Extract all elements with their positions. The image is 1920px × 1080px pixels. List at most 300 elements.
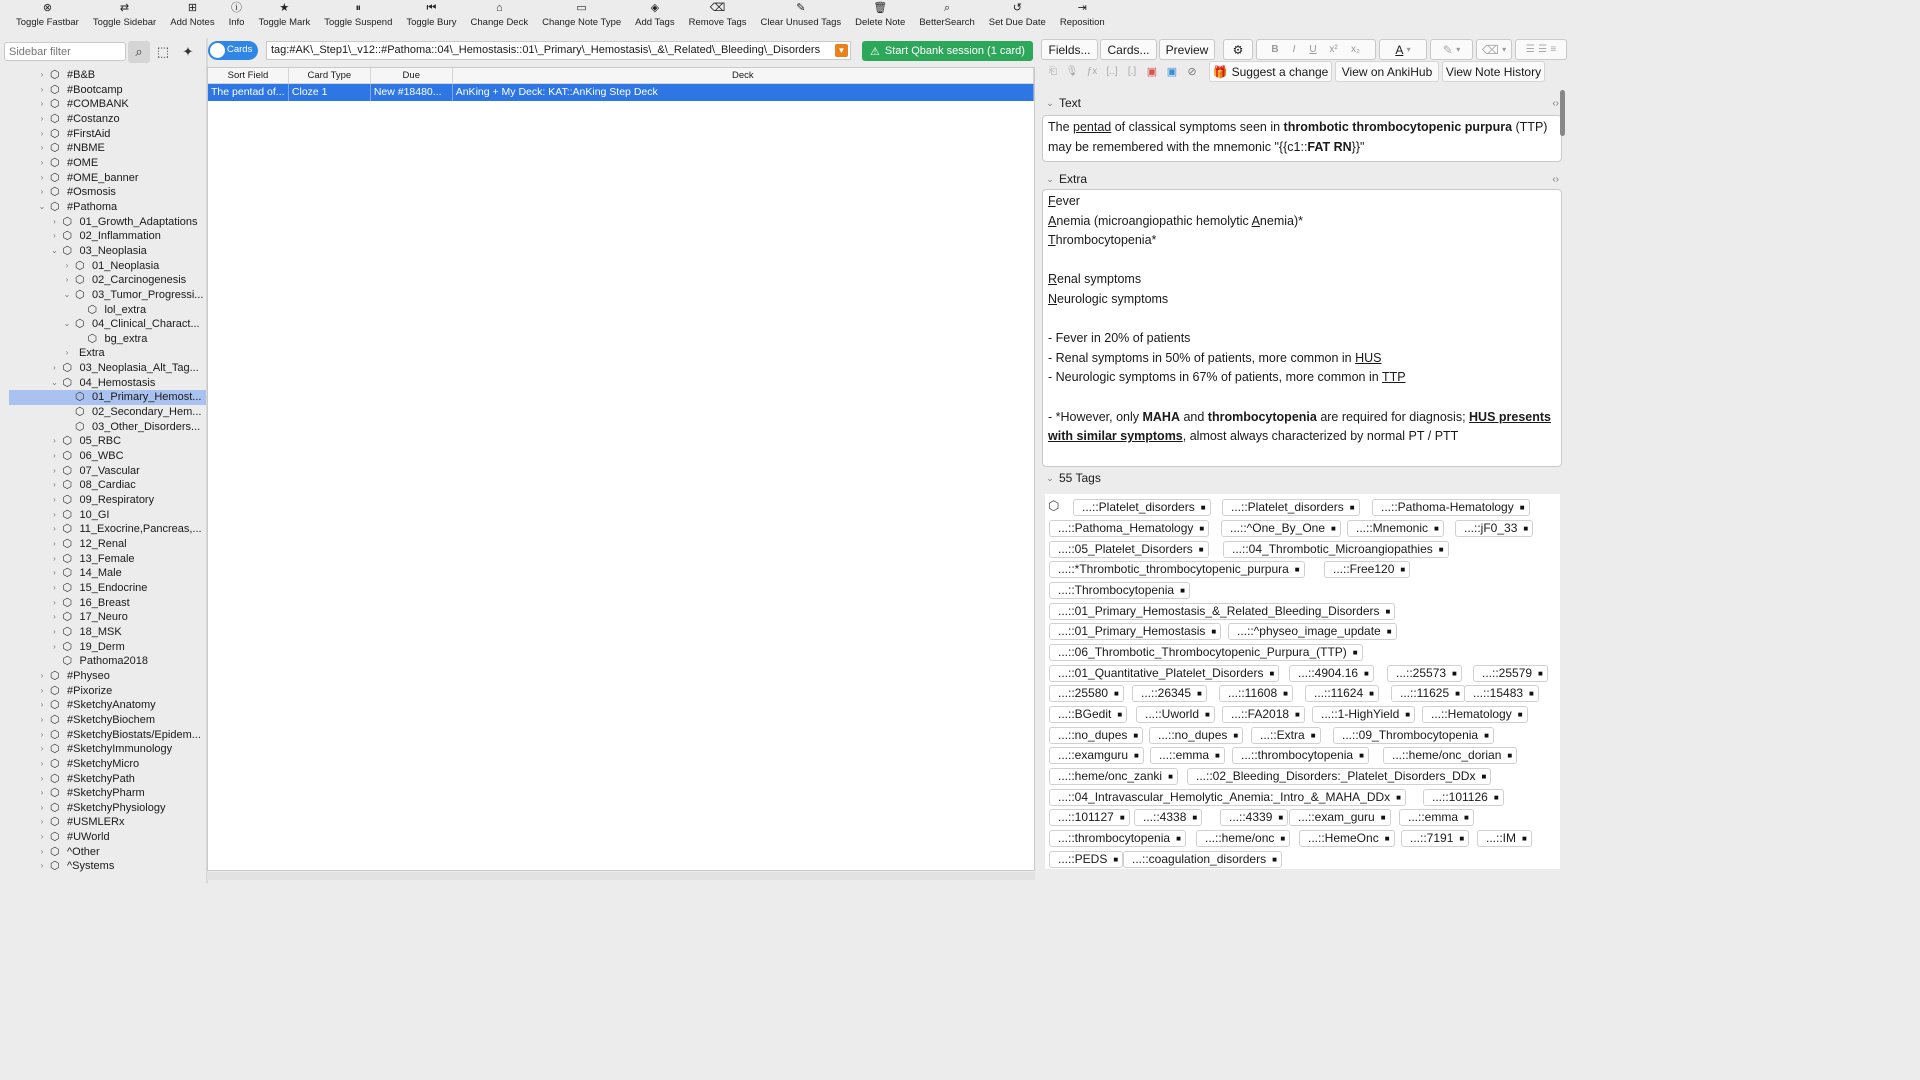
tag-pill[interactable] bbox=[1221, 520, 1341, 537]
chevron-right-icon[interactable]: › bbox=[65, 275, 69, 285]
tag-pill[interactable] bbox=[1196, 830, 1290, 847]
chevron-right-icon[interactable]: › bbox=[40, 758, 44, 768]
tag-pill[interactable] bbox=[1464, 685, 1539, 702]
tag-icon: ⬡ bbox=[62, 244, 73, 257]
chevron-right-icon[interactable]: › bbox=[40, 714, 44, 724]
chevron-right-icon[interactable]: › bbox=[40, 817, 44, 827]
toolbar-button-reposition[interactable] bbox=[1053, 0, 1112, 36]
sidebar-tree-item[interactable] bbox=[0, 786, 206, 801]
chevron-down-icon[interactable]: ▼ bbox=[835, 44, 848, 57]
sidebar-tree-item[interactable] bbox=[0, 464, 206, 479]
sidebar-tree-item[interactable] bbox=[0, 713, 206, 728]
tag-label: ...::1-HighYield bbox=[1321, 707, 1400, 721]
chevron-right-icon[interactable]: › bbox=[40, 729, 44, 739]
sidebar-tree-item[interactable] bbox=[0, 83, 206, 98]
sidebar-tree-item[interactable] bbox=[0, 303, 206, 318]
chevron-right-icon[interactable]: › bbox=[53, 612, 56, 622]
chevron-right-icon[interactable]: › bbox=[40, 773, 44, 783]
tag-pill[interactable] bbox=[1132, 685, 1207, 702]
toolbar-button-info[interactable] bbox=[222, 0, 252, 36]
chevron-right-icon[interactable]: › bbox=[53, 465, 56, 475]
sparkle-icon[interactable]: ✦ bbox=[182, 44, 194, 59]
link-icon[interactable]: ⊘ bbox=[1187, 65, 1197, 78]
tag-pill[interactable] bbox=[1049, 561, 1305, 578]
chevron-down-icon[interactable]: ⌄ bbox=[1046, 472, 1054, 483]
sidebar-tree-item[interactable] bbox=[0, 273, 206, 288]
tag-pill[interactable] bbox=[1049, 665, 1279, 682]
chevron-right-icon[interactable]: › bbox=[40, 113, 44, 123]
extra-field-header[interactable] bbox=[1041, 169, 1568, 189]
delete-tag-icon[interactable]: ■ bbox=[1369, 689, 1374, 698]
delete-tag-icon[interactable]: ■ bbox=[1211, 627, 1217, 636]
toolbar-button-remove-tags[interactable] bbox=[682, 0, 754, 36]
delete-tag-icon[interactable]: ■ bbox=[1464, 813, 1469, 822]
sidebar-tree-item[interactable] bbox=[0, 522, 206, 537]
sidebar-filter-input[interactable] bbox=[4, 42, 126, 61]
delete-tag-icon[interactable]: ■ bbox=[1272, 855, 1277, 864]
tags-header[interactable] bbox=[1041, 468, 1568, 488]
chevron-right-icon[interactable]: › bbox=[53, 582, 56, 592]
search-input[interactable]: tag:#AK\_Step1\_v12::#Pathoma::04\_Hemostasis::01\_Primary\_Hemostasis\_&\_Related\_Bleeding\_Disorders bbox=[266, 41, 851, 60]
tag-pill[interactable] bbox=[1222, 706, 1305, 723]
delete-tag-icon[interactable]: ■ bbox=[1113, 855, 1119, 864]
sidebar-tree-item[interactable] bbox=[0, 112, 206, 127]
delete-tag-icon[interactable]: ■ bbox=[1352, 648, 1358, 657]
column-header[interactable]: Deck bbox=[453, 68, 1034, 83]
tag-pill[interactable] bbox=[1372, 499, 1530, 516]
sign-in-icon: ⇥ bbox=[1077, 2, 1087, 14]
chevron-down-icon[interactable]: ⌄ bbox=[38, 201, 46, 211]
sidebar-tree-item[interactable] bbox=[0, 801, 206, 816]
text-segment: A bbox=[1251, 213, 1260, 228]
tag-pill[interactable] bbox=[1049, 768, 1178, 785]
chevron-right-icon[interactable]: › bbox=[40, 744, 44, 754]
tag-pill[interactable] bbox=[1391, 685, 1465, 702]
tag-pill[interactable] bbox=[1049, 582, 1190, 599]
chevron-right-icon[interactable]: › bbox=[53, 641, 56, 651]
chevron-right-icon[interactable]: › bbox=[53, 436, 56, 446]
chevron-right-icon[interactable]: › bbox=[53, 495, 56, 505]
horizontal-scrollbar[interactable] bbox=[207, 872, 1035, 880]
eraser-icon[interactable]: ⌫ ▾ bbox=[1476, 39, 1512, 60]
chevron-down-icon[interactable]: ⌄ bbox=[1046, 97, 1054, 108]
toolbar-button-set-due-date[interactable] bbox=[982, 0, 1053, 36]
tag-pill[interactable] bbox=[1049, 520, 1209, 537]
cloze-icon[interactable]: [..] bbox=[1106, 65, 1118, 77]
tag-pill[interactable] bbox=[1324, 561, 1410, 578]
text-field-editor[interactable] bbox=[1042, 115, 1562, 162]
tag-pill[interactable] bbox=[1312, 706, 1415, 723]
chevron-down-icon[interactable]: ⌄ bbox=[51, 245, 58, 255]
delete-tag-icon[interactable]: ■ bbox=[1198, 545, 1204, 554]
sidebar-tree-item[interactable] bbox=[0, 478, 206, 493]
delete-tag-icon[interactable]: ■ bbox=[1205, 710, 1210, 719]
delete-tag-icon[interactable]: ■ bbox=[1200, 503, 1206, 512]
bold-icon[interactable]: B bbox=[1271, 44, 1279, 55]
delete-tag-icon[interactable]: ■ bbox=[1438, 545, 1444, 554]
sidebar-tree-item[interactable] bbox=[0, 127, 206, 142]
delete-tag-icon[interactable]: ■ bbox=[1199, 524, 1205, 533]
editor-scrollbar[interactable] bbox=[1560, 90, 1565, 136]
column-header[interactable]: Due bbox=[371, 68, 453, 83]
sidebar-tree-item[interactable] bbox=[0, 185, 206, 200]
delete-tag-icon[interactable]: ■ bbox=[1331, 524, 1336, 533]
delete-tag-icon[interactable]: ■ bbox=[1396, 793, 1401, 802]
tag-pill[interactable] bbox=[1149, 727, 1243, 744]
delete-tag-icon[interactable]: ■ bbox=[1522, 834, 1527, 843]
delete-tag-icon[interactable]: ■ bbox=[1233, 731, 1239, 740]
html-toggle-icon[interactable]: ‹› bbox=[1552, 97, 1559, 109]
sidebar-tree-item[interactable] bbox=[0, 156, 206, 171]
chevron-right-icon[interactable]: › bbox=[53, 231, 56, 241]
tag-pill[interactable] bbox=[1049, 830, 1186, 847]
sidebar-tree-item[interactable] bbox=[0, 815, 206, 830]
tag-pill[interactable] bbox=[1049, 644, 1363, 661]
delete-tag-icon[interactable]: ■ bbox=[1349, 503, 1355, 512]
sidebar-tree-item[interactable] bbox=[0, 288, 206, 303]
attach-icon[interactable]: ⎗ bbox=[1049, 65, 1057, 77]
table-row[interactable] bbox=[208, 84, 1034, 101]
delete-tag-icon[interactable]: ■ bbox=[1176, 834, 1181, 843]
sidebar-tree-item[interactable] bbox=[0, 449, 206, 464]
search-icon[interactable]: ⌕ bbox=[128, 41, 150, 63]
sidebar-tree-label: bg_extra bbox=[104, 332, 148, 345]
sidebar-tree-item[interactable] bbox=[0, 640, 206, 655]
delete-tag-icon[interactable]: ■ bbox=[1280, 834, 1286, 843]
suggest-change-button[interactable] bbox=[1209, 61, 1332, 82]
sidebar-tree-item[interactable] bbox=[0, 346, 206, 361]
chevron-right-icon[interactable]: › bbox=[40, 832, 44, 842]
tag-pill[interactable] bbox=[1150, 747, 1225, 764]
tag-pill[interactable] bbox=[1049, 685, 1124, 702]
toolbar-button-add-tags[interactable] bbox=[628, 0, 681, 36]
preview-button[interactable]: Preview bbox=[1159, 39, 1215, 60]
image-occlusion-icon[interactable]: ▣ bbox=[1146, 65, 1158, 78]
delete-tag-icon[interactable]: ■ bbox=[1117, 710, 1123, 719]
sidebar-tree-item[interactable] bbox=[0, 508, 206, 523]
chevron-right-icon[interactable]: › bbox=[40, 172, 44, 182]
highlight-icon[interactable]: ✎ ▾ bbox=[1430, 39, 1473, 60]
view-on-ankihub-button[interactable]: View on AnkiHub bbox=[1335, 61, 1439, 82]
sidebar-tree-label: 11_Exocrine,Pancreas,... bbox=[79, 523, 202, 536]
sidebar-tree-item[interactable] bbox=[0, 259, 206, 274]
delete-tag-icon[interactable]: ■ bbox=[1434, 524, 1439, 533]
tag-pill[interactable] bbox=[1251, 727, 1321, 744]
delete-tag-icon[interactable]: ■ bbox=[1517, 710, 1523, 719]
delete-tag-icon[interactable]: ■ bbox=[1168, 772, 1173, 781]
delete-tag-icon[interactable]: ■ bbox=[1523, 524, 1529, 533]
tag-pill[interactable] bbox=[1383, 747, 1517, 764]
toolbar-button-toggle-fastbar[interactable] bbox=[9, 0, 86, 36]
delete-tag-icon[interactable]: ■ bbox=[1114, 689, 1119, 698]
tag-pill[interactable] bbox=[1422, 706, 1528, 723]
chevron-down-icon[interactable]: ⌄ bbox=[63, 289, 71, 299]
tag-pill[interactable] bbox=[1187, 768, 1491, 785]
delete-tag-icon[interactable]: ■ bbox=[1384, 834, 1390, 843]
sidebar-tree-item[interactable] bbox=[0, 581, 206, 596]
delete-tag-icon[interactable]: ■ bbox=[1380, 813, 1386, 822]
formula-icon[interactable]: ƒx bbox=[1086, 65, 1098, 77]
tag-pill[interactable] bbox=[1387, 665, 1462, 682]
chevron-right-icon[interactable]: › bbox=[40, 846, 44, 856]
italic-icon[interactable]: I bbox=[1292, 44, 1296, 55]
chevron-right-icon[interactable]: › bbox=[53, 480, 56, 490]
tag-pill[interactable] bbox=[1049, 727, 1143, 744]
sidebar-tree-item[interactable] bbox=[0, 537, 206, 552]
sidebar-tree-item[interactable] bbox=[0, 845, 206, 860]
tag-pill[interactable] bbox=[1299, 830, 1395, 847]
sidebar-tree-item[interactable] bbox=[0, 625, 206, 640]
chevron-right-icon[interactable]: › bbox=[40, 70, 44, 79]
start-qbank-button[interactable] bbox=[862, 41, 1033, 61]
delete-tag-icon[interactable]: ■ bbox=[1278, 813, 1284, 822]
tag-pill[interactable] bbox=[1289, 665, 1374, 682]
sidebar-tree-item[interactable] bbox=[0, 317, 206, 332]
chevron-down-icon[interactable]: ⌄ bbox=[1046, 173, 1054, 184]
tag-pill[interactable] bbox=[1305, 685, 1379, 702]
sidebar-tree-item[interactable] bbox=[0, 434, 206, 449]
tag-pill[interactable] bbox=[1134, 809, 1202, 826]
chevron-right-icon[interactable]: › bbox=[53, 216, 56, 226]
sidebar-tree-item[interactable] bbox=[0, 772, 206, 787]
sidebar-tree-item[interactable] bbox=[0, 376, 206, 391]
delete-tag-icon[interactable]: ■ bbox=[1538, 669, 1543, 678]
tag-pill[interactable] bbox=[1289, 809, 1391, 826]
sidebar-tree-item[interactable] bbox=[0, 215, 206, 230]
chevron-right-icon[interactable]: › bbox=[40, 861, 44, 871]
sidebar-tree-item[interactable] bbox=[0, 610, 206, 625]
sidebar-tree-item[interactable] bbox=[0, 493, 206, 508]
tag-pill[interactable] bbox=[1049, 851, 1123, 868]
toolbar-button-clear-unused-tags[interactable] bbox=[754, 0, 849, 36]
toolbar-button-label: Reposition bbox=[1059, 17, 1105, 28]
delete-tag-icon[interactable]: ■ bbox=[1310, 731, 1316, 740]
delete-tag-icon[interactable]: ■ bbox=[1197, 689, 1202, 698]
tag-pill[interactable] bbox=[1049, 747, 1144, 764]
chevron-right-icon[interactable]: › bbox=[40, 685, 44, 695]
sidebar-tree-item[interactable] bbox=[0, 141, 206, 156]
delete-tag-icon[interactable]: ■ bbox=[1295, 710, 1300, 719]
toolbar-button-change-deck[interactable] bbox=[464, 0, 536, 36]
delete-tag-icon[interactable]: ■ bbox=[1133, 731, 1139, 740]
text-field-header[interactable] bbox=[1041, 93, 1568, 113]
tag-pill[interactable] bbox=[1049, 809, 1130, 826]
fields-button[interactable]: Fields... bbox=[1041, 39, 1098, 60]
tag-pill[interactable] bbox=[1049, 789, 1406, 806]
delete-tag-icon[interactable]: ■ bbox=[1484, 731, 1489, 740]
tag-pill[interactable] bbox=[1073, 499, 1211, 516]
text-segment: N bbox=[1048, 291, 1058, 306]
cloze-same-icon[interactable]: [.] bbox=[1127, 65, 1137, 77]
chevron-down-icon[interactable]: ⌄ bbox=[51, 377, 58, 387]
toolbar-button-toggle-mark[interactable] bbox=[251, 0, 317, 36]
chevron-right-icon[interactable]: › bbox=[65, 260, 69, 270]
delete-tag-icon[interactable]: ■ bbox=[1269, 669, 1275, 678]
tag-label: ...::01_Quantitative_Platelet_Disorders bbox=[1058, 666, 1264, 680]
text-segment: HUS bbox=[1355, 350, 1382, 365]
chevron-right-icon[interactable]: › bbox=[40, 128, 44, 138]
sidebar-tree-item[interactable] bbox=[0, 171, 206, 186]
tag-pill[interactable] bbox=[1223, 541, 1449, 558]
tag-pill[interactable] bbox=[1232, 747, 1369, 764]
toolbar-button-change-note-type[interactable] bbox=[535, 0, 628, 36]
chevron-down-icon[interactable]: ⌄ bbox=[63, 319, 71, 329]
toolbar-button-add-notes[interactable] bbox=[163, 0, 221, 36]
select-icon[interactable]: ⬚ bbox=[156, 44, 170, 59]
toolbar-button-toggle-suspend[interactable] bbox=[317, 0, 399, 36]
chevron-right-icon[interactable]: › bbox=[40, 802, 44, 812]
tag-pill[interactable] bbox=[1473, 665, 1548, 682]
delete-tag-icon[interactable]: ■ bbox=[1455, 689, 1460, 698]
sidebar-tree-item[interactable] bbox=[0, 830, 206, 845]
html-toggle-icon[interactable]: ‹› bbox=[1552, 173, 1559, 185]
align-icon[interactable]: ≡ bbox=[1550, 44, 1557, 55]
column-header[interactable]: Sort Field bbox=[208, 68, 289, 83]
tag-pill[interactable] bbox=[1423, 789, 1504, 806]
toolbar-button-toggle-bury[interactable] bbox=[399, 0, 463, 36]
sidebar-tree-item[interactable] bbox=[0, 654, 206, 669]
sidebar-tree-item[interactable] bbox=[0, 596, 206, 611]
sidebar-tree-label: 04_Hemostasis bbox=[79, 376, 156, 389]
delete-tag-icon[interactable]: ■ bbox=[1215, 751, 1220, 760]
delete-tag-icon[interactable]: ■ bbox=[1386, 627, 1392, 636]
delete-tag-icon[interactable]: ■ bbox=[1519, 503, 1525, 512]
delete-tag-icon[interactable]: ■ bbox=[1481, 772, 1487, 781]
tag-label: ...::02_Bleeding_Disorders:_Platelet_Disorders_DDx bbox=[1196, 769, 1476, 783]
image-icon[interactable]: ▣ bbox=[1166, 65, 1178, 78]
inbox-icon: ⌂ bbox=[495, 2, 503, 14]
tag-icon: ⬡ bbox=[50, 186, 60, 199]
tag-pill[interactable] bbox=[1401, 830, 1469, 847]
tag-pill[interactable] bbox=[1228, 623, 1397, 640]
sidebar-tree-item[interactable] bbox=[0, 68, 206, 83]
view-note-history-button[interactable]: View Note History bbox=[1442, 61, 1545, 82]
microphone-icon[interactable]: 🎙 bbox=[1065, 65, 1079, 77]
delete-tag-icon[interactable]: ■ bbox=[1180, 586, 1185, 595]
sidebar-tree-item[interactable] bbox=[0, 742, 206, 757]
chevron-right-icon[interactable]: › bbox=[53, 597, 56, 607]
tag-icon: ⬡ bbox=[62, 450, 73, 463]
chevron-right-icon[interactable]: › bbox=[40, 157, 44, 167]
toolbar-button-delete-note[interactable] bbox=[848, 0, 912, 36]
sidebar-tree-item[interactable] bbox=[0, 728, 206, 743]
toolbar-button-bettersearch[interactable] bbox=[912, 0, 981, 36]
subscript-icon[interactable]: x₂ bbox=[1351, 44, 1360, 55]
chevron-right-icon[interactable]: › bbox=[53, 553, 56, 563]
chevron-right-icon[interactable]: › bbox=[40, 788, 44, 798]
tag-pill[interactable] bbox=[1399, 809, 1474, 826]
sidebar-tree-item[interactable] bbox=[0, 200, 206, 215]
delete-tag-icon[interactable]: ■ bbox=[1119, 813, 1125, 822]
tag-pill[interactable] bbox=[1049, 603, 1395, 620]
tag-pill[interactable] bbox=[1455, 520, 1533, 537]
sidebar-tree-item[interactable] bbox=[0, 405, 206, 420]
tag-pill[interactable] bbox=[1123, 851, 1282, 868]
column-header[interactable]: Card Type bbox=[289, 68, 371, 83]
sidebar-tree-item[interactable] bbox=[0, 757, 206, 772]
tag-pill[interactable] bbox=[1219, 685, 1293, 702]
delete-tag-icon[interactable]: ■ bbox=[1364, 669, 1369, 678]
gear-icon[interactable]: ⚙ bbox=[1223, 39, 1253, 60]
delete-tag-icon[interactable]: ■ bbox=[1493, 793, 1499, 802]
chevron-right-icon[interactable]: › bbox=[53, 451, 56, 461]
delete-tag-icon[interactable]: ■ bbox=[1507, 751, 1513, 760]
tag-pill[interactable] bbox=[1347, 520, 1444, 537]
sidebar-tree-item[interactable] bbox=[0, 669, 206, 684]
font-color-icon[interactable]: A ▾ bbox=[1379, 39, 1427, 60]
sidebar-tree-item[interactable] bbox=[0, 552, 206, 567]
delete-tag-icon[interactable]: ■ bbox=[1294, 565, 1300, 574]
sidebar-tree-item[interactable] bbox=[0, 698, 206, 713]
bullet-list-icon[interactable]: ☰ bbox=[1525, 44, 1535, 55]
extra-field-editor[interactable] bbox=[1042, 189, 1562, 467]
tag-label: ...::emma bbox=[1159, 748, 1210, 762]
tag-editor[interactable] bbox=[1045, 494, 1560, 869]
sidebar-tree-item[interactable] bbox=[0, 332, 206, 347]
chevron-right-icon[interactable]: › bbox=[53, 626, 56, 636]
underline-icon[interactable]: U bbox=[1309, 44, 1317, 55]
sidebar-tree-item[interactable] bbox=[0, 566, 206, 581]
tag-pill[interactable] bbox=[1477, 830, 1532, 847]
sidebar-tree-item[interactable] bbox=[0, 97, 206, 112]
superscript-icon[interactable]: x² bbox=[1329, 44, 1338, 55]
delete-tag-icon[interactable]: ■ bbox=[1400, 565, 1406, 574]
chevron-right-icon[interactable]: › bbox=[40, 99, 44, 109]
chevron-right-icon[interactable]: › bbox=[40, 84, 44, 94]
delete-tag-icon[interactable]: ■ bbox=[1452, 669, 1457, 678]
chevron-right-icon[interactable]: › bbox=[53, 568, 56, 578]
sidebar-tree-item[interactable] bbox=[0, 229, 206, 244]
delete-tag-icon[interactable]: ■ bbox=[1529, 689, 1534, 698]
chevron-right-icon[interactable]: › bbox=[53, 363, 56, 373]
delete-tag-icon[interactable]: ■ bbox=[1359, 751, 1364, 760]
chevron-right-icon[interactable]: › bbox=[40, 700, 44, 710]
sidebar-tree-item[interactable] bbox=[0, 859, 206, 874]
chevron-right-icon[interactable]: › bbox=[65, 348, 69, 358]
sidebar-tree-item[interactable] bbox=[0, 684, 206, 699]
delete-tag-icon[interactable]: ■ bbox=[1192, 813, 1198, 822]
delete-tag-icon[interactable]: ■ bbox=[1405, 710, 1411, 719]
tag-label: ...::^One_By_One bbox=[1230, 521, 1326, 535]
delete-tag-icon[interactable]: ■ bbox=[1459, 834, 1465, 843]
chevron-right-icon[interactable]: › bbox=[53, 509, 56, 519]
card-table bbox=[207, 67, 1035, 871]
cards-button[interactable]: Cards... bbox=[1100, 39, 1157, 60]
tag-pill[interactable] bbox=[1049, 541, 1209, 558]
chevron-right-icon[interactable]: › bbox=[40, 187, 44, 197]
toolbar-button-toggle-sidebar[interactable] bbox=[86, 0, 163, 36]
numbered-list-icon[interactable]: ☰ bbox=[1538, 44, 1548, 55]
delete-tag-icon[interactable]: ■ bbox=[1134, 751, 1139, 760]
delete-tag-icon[interactable]: ■ bbox=[1385, 607, 1391, 616]
chevron-right-icon[interactable]: › bbox=[40, 143, 44, 153]
tag-pill[interactable] bbox=[1049, 706, 1127, 723]
sidebar-tree-item[interactable] bbox=[9, 390, 206, 405]
chevron-right-icon[interactable]: › bbox=[53, 539, 56, 548]
tag-pill[interactable] bbox=[1333, 727, 1494, 744]
tag-pill[interactable] bbox=[1220, 809, 1288, 826]
chevron-right-icon[interactable]: › bbox=[53, 524, 56, 534]
sidebar-tree-item[interactable] bbox=[0, 420, 206, 435]
tag-pill[interactable] bbox=[1049, 623, 1221, 640]
chevron-right-icon[interactable]: › bbox=[40, 670, 44, 680]
sidebar-tree-item[interactable] bbox=[0, 244, 206, 259]
cards-notes-toggle[interactable] bbox=[208, 41, 258, 60]
sidebar-tree-item[interactable] bbox=[0, 361, 206, 376]
tag-pill[interactable] bbox=[1222, 499, 1360, 516]
tag-pill[interactable] bbox=[1136, 706, 1215, 723]
delete-tag-icon[interactable]: ■ bbox=[1283, 689, 1288, 698]
